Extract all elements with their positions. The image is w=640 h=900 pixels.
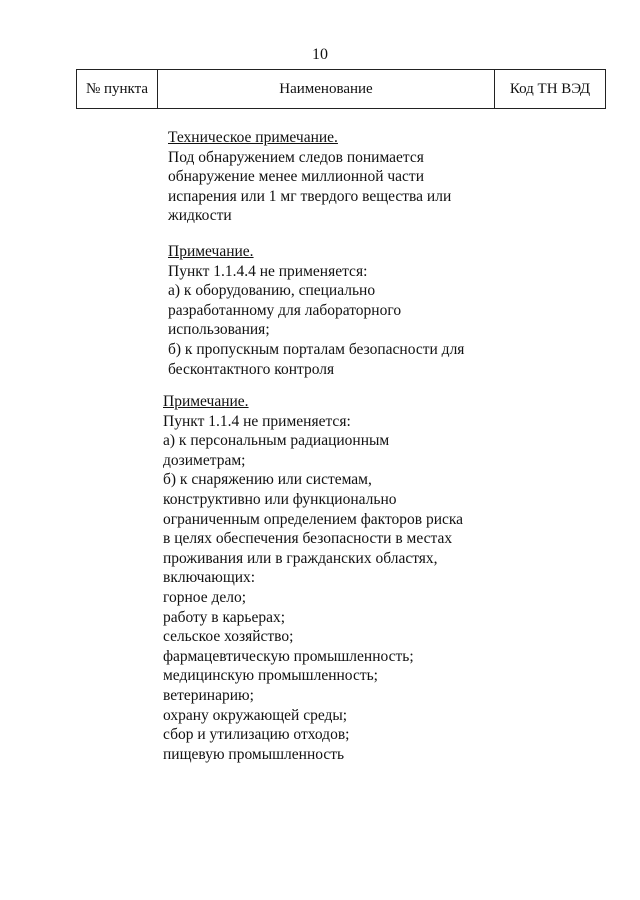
note-2-line: в целях обеспечения безопасности в местах <box>163 530 453 548</box>
technical-note-line: обнаружение менее миллионной части <box>168 168 424 186</box>
note-1-block <box>168 242 464 379</box>
technical-note-block <box>168 128 451 226</box>
note-1-heading: Примечание. <box>168 243 254 260</box>
header-table <box>76 69 606 109</box>
note-1-line: Пункт 1.1.4.4 не применяется: <box>168 262 368 280</box>
note-1-line: бесконтактного контроля <box>168 360 335 378</box>
note-2-line: фармацевтическую промышленность; <box>163 647 414 665</box>
technical-note-heading: Техническое примечание. <box>168 129 338 146</box>
note-2-line: сельское хозяйство; <box>163 628 294 646</box>
note-2-line: дозиметрам; <box>163 451 246 469</box>
column-header-item-number: № пункта <box>77 70 158 109</box>
technical-note-line: Под обнаружением следов понимается <box>168 148 424 166</box>
note-2-heading: Примечание. <box>163 393 249 410</box>
note-1-line: использования; <box>168 321 270 339</box>
header-row <box>77 70 606 109</box>
note-2-block <box>163 392 463 764</box>
note-2-line: Пункт 1.1.4 не применяется: <box>163 412 351 430</box>
note-2-line: включающих: <box>163 569 256 587</box>
note-2-line: пищевую промышленность <box>163 745 345 763</box>
note-2-line: а) к персональным радиационным <box>163 432 390 450</box>
note-2-line: ограниченным определением факторов риска <box>163 510 464 528</box>
column-header-name: Наименование <box>158 70 495 109</box>
note-2-line: медицинскую промышленность; <box>163 667 378 685</box>
note-1-line: разработанному для лабораторного <box>168 301 402 319</box>
column-header-code: Код ТН ВЭД <box>495 70 606 109</box>
note-2-line: сбор и утилизацию отходов; <box>163 726 350 744</box>
note-2-line: проживания или в гражданских областях, <box>163 549 438 567</box>
technical-note-line: испарения или 1 мг твердого вещества или <box>168 187 452 205</box>
note-2-line: конструктивно или функционально <box>163 490 397 508</box>
technical-note-line: жидкости <box>168 207 232 225</box>
note-2-line: ветеринарию; <box>163 686 254 704</box>
note-2-line: охрану окружающей среды; <box>163 706 348 724</box>
note-2-line: б) к снаряжению или системам, <box>163 471 372 489</box>
note-2-line: работу в карьерах; <box>163 608 286 626</box>
note-1-line: б) к пропускным порталам безопасности для <box>168 340 465 358</box>
page-number: 10 <box>312 46 328 63</box>
note-1-line: а) к оборудованию, специально <box>168 282 376 300</box>
note-2-line: горное дело; <box>163 588 247 606</box>
